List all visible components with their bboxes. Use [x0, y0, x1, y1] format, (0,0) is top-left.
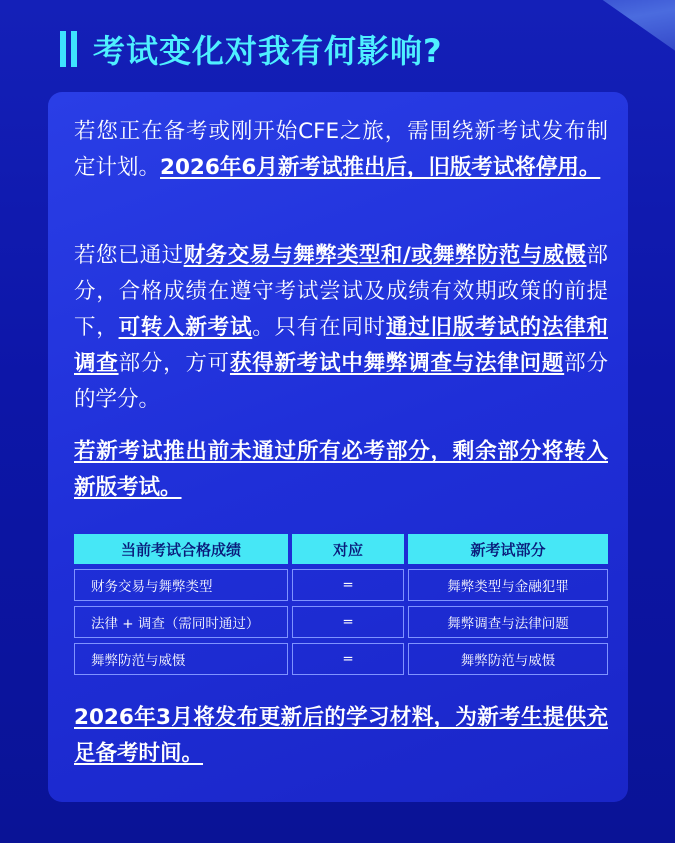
paragraph-credit-transfer [74, 238, 608, 418]
table-cell: = [292, 643, 404, 675]
section-heading [60, 24, 443, 74]
paragraph-emphasis: 2026年3月将发布更新后的学习材料，为新考生提供充足备考时间。 [74, 705, 608, 766]
table-header-row [74, 534, 608, 564]
table-cell: 舞弊防范与威慑 [74, 643, 288, 675]
paragraph-text: 。只有在同时 [252, 315, 386, 340]
paragraph-preparing [74, 114, 608, 186]
paragraph-text: 若您已通过 [74, 243, 184, 268]
page-title: 考试变化对我有何影响? [93, 32, 443, 70]
paragraph-text: 部分，合格成绩在遵守考试尝试及成绩有效期政策的前提下， [74, 243, 608, 340]
paragraph-emphasis: 可转入新考试 [118, 315, 253, 340]
heading-bars-icon [60, 31, 77, 67]
paragraph-emphasis: 通过旧版考试的法律和调查 [74, 315, 608, 376]
table-header-equivalent: 对应 [292, 534, 404, 564]
table-cell: 舞弊防范与威慑 [408, 643, 608, 675]
table-cell: 财务交易与舞弊类型 [74, 569, 288, 601]
paragraph-remaining-parts [74, 434, 608, 506]
table-cell: = [292, 569, 404, 601]
paragraph-emphasis: 获得新考试中舞弊调查与法律问题 [229, 351, 565, 376]
mapping-table [74, 534, 608, 680]
paragraph-study-materials [74, 700, 608, 772]
table-row [74, 606, 608, 638]
table-cell: 舞弊类型与金融犯罪 [408, 569, 608, 601]
paragraph-emphasis: 财务交易与舞弊类型和/或舞弊防范与威慑 [183, 243, 587, 268]
paragraph-text: 部分的学分。 [74, 351, 608, 412]
paragraph-text: 部分，方可 [118, 351, 230, 376]
table-header-current: 当前考试合格成绩 [74, 534, 288, 564]
table-header-new: 新考试部分 [408, 534, 608, 564]
corner-decoration [589, 0, 675, 59]
table-cell: 法律 + 调查（需同时通过） [74, 606, 288, 638]
paragraph-emphasis: 2026年6月新考试推出后，旧版考试将停用。 [160, 155, 601, 180]
table-cell: 舞弊调查与法律问题 [408, 606, 608, 638]
table-row [74, 569, 608, 601]
info-card [48, 92, 628, 802]
paragraph-emphasis: 若新考试推出前未通过所有必考部分，剩余部分将转入新版考试。 [74, 439, 608, 500]
table-row [74, 643, 608, 675]
table-cell: = [292, 606, 404, 638]
paragraph-text: 若您正在备考或刚开始CFE之旅，需围绕新考试发布制定计划。 [74, 119, 608, 180]
